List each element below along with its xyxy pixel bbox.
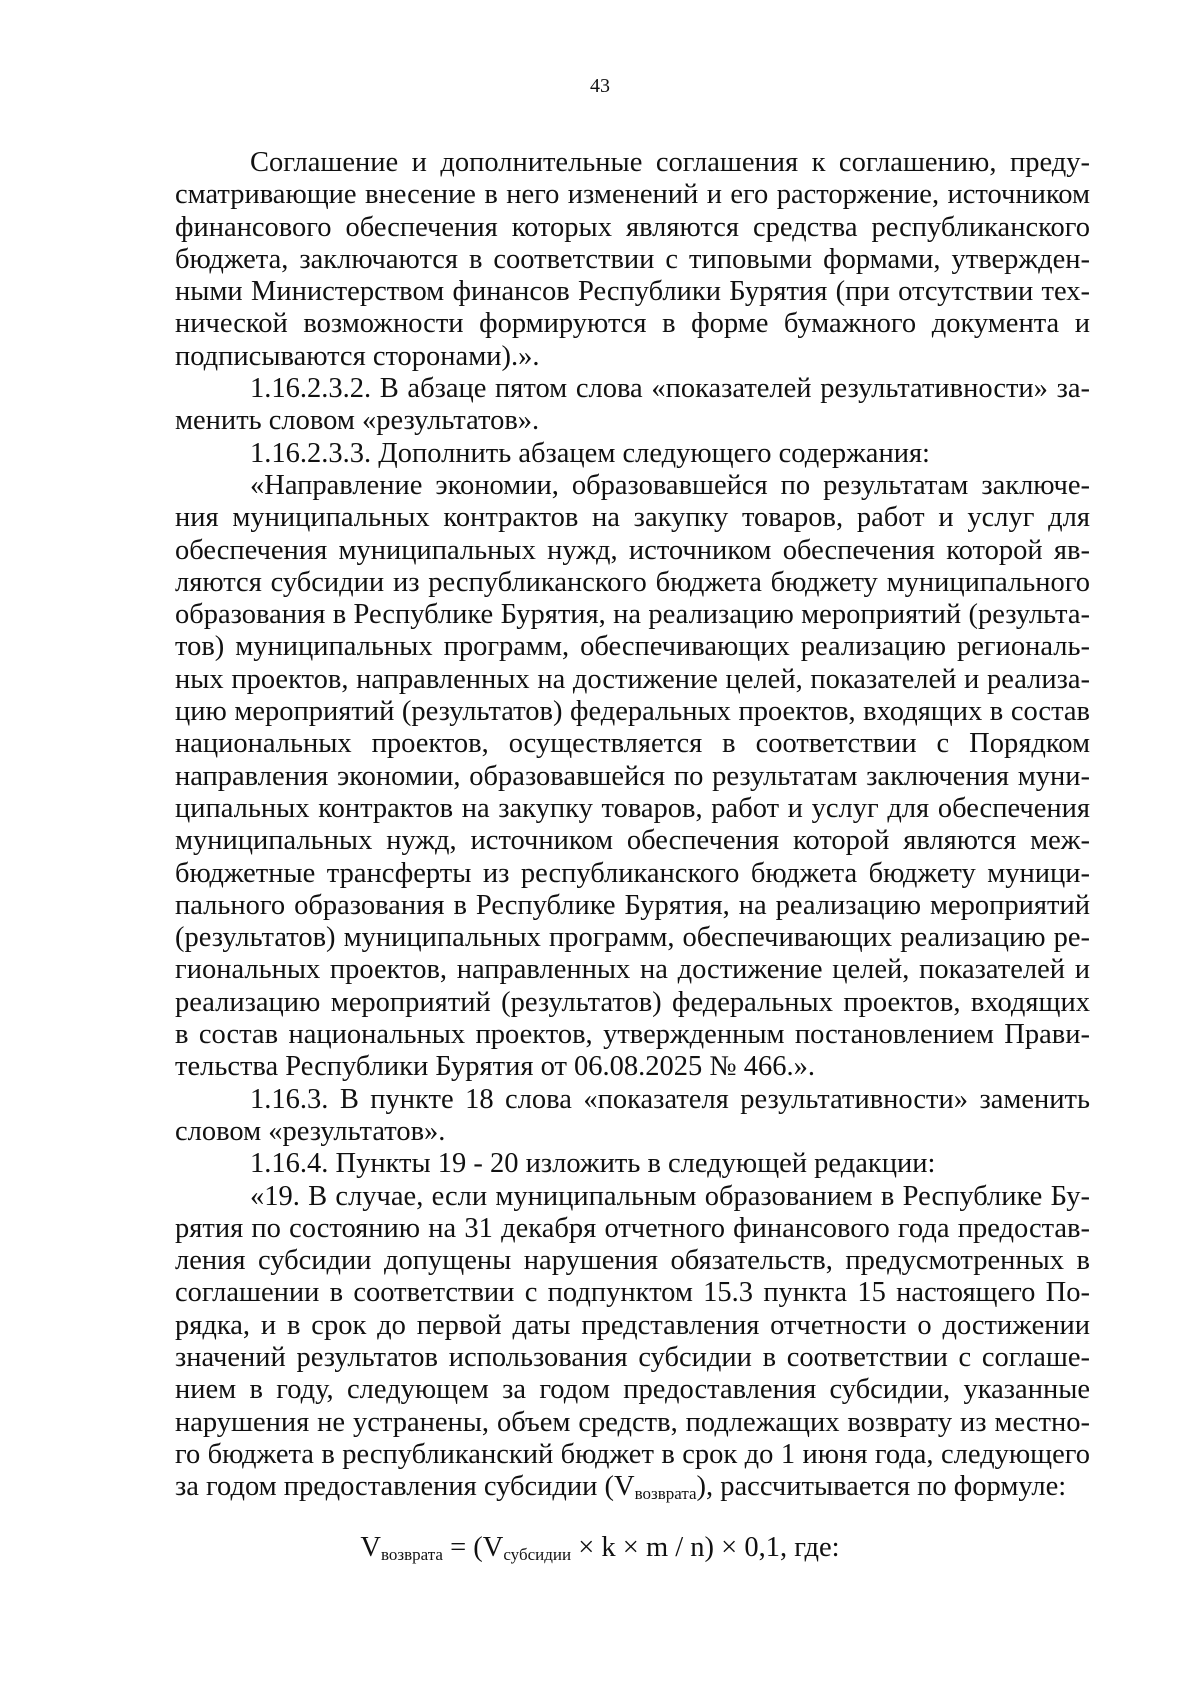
paragraph-1-16-2-3-3: 1.16.2.3.3. Дополнить абзацем следующего содержания: xyxy=(250,437,930,469)
paragraph-19-main: «19. В случае, если муниципальным образованием в Республике Бурятия по состоянию на 31 декабря отчетного финансового года предоставления субсидии допущены нарушения обязательств, предусмотренных в соглашении в соответствии с подпунктом 15.3 пункта 15 настоящего Порядка, и в срок до первой даты представления отчетности о достижении значений результатов использования субсидии в соответствии с соглашением в году, следующем за годом предоставления субсидии, указанные нарушения не устранены, объем средств, подлежащих возврату из местного бюджета в республиканский бюджет в срок до 1 июня года, следующего за годом предоставления субсидии (V xyxy=(175,1180,1090,1503)
formula-v: V xyxy=(360,1532,381,1563)
page-number: 43 xyxy=(590,75,610,97)
formula-equals-open: = (V xyxy=(442,1532,504,1563)
document-body xyxy=(175,147,1090,1503)
formula-subsidy-subscript: субсидии xyxy=(503,1545,572,1564)
formula-result-subscript: возврата xyxy=(380,1545,443,1564)
paragraph-1-16-3: 1.16.3. В пункте 18 слова «показателя результативности» заменить словом «результатов». xyxy=(175,1083,1090,1147)
paragraph-19-ending: ), рассчитывается по формуле: xyxy=(696,1471,1067,1503)
paragraph-19 xyxy=(175,1181,1090,1504)
paragraph-19-subscript: возврата xyxy=(634,1484,697,1504)
formula-rest: × k × m / n) × 0,1, где: xyxy=(571,1532,840,1563)
paragraph-1-16-4: 1.16.4. Пункты 19 - 20 изложить в следующей редакции: xyxy=(250,1148,936,1180)
paragraph-savings-direction: «Направление экономии, образовавшейся по результатам заключения муниципальных контрактов на закупку товаров, работ и услуг для обеспечения муниципальных нужд, источником обеспечения которой являются субсидии из республиканского бюджета бюджету муниципального образования в Республике Бурятия, на реализацию мероприятий (результатов) муниципальных программ, обеспечивающих реализацию региональных проектов, направленных на достижение целей, показателей и реализацию мероприятий (результатов) федеральных проектов, входящих в состав национальных проектов, осуществляется в соответствии с Порядком направления экономии, образовавшейся по результатам заключения муниципальных контрактов на закупку товаров, работ и услуг для обеспечения муниципальных нужд, источником обеспечения которой являются межбюджетные трансферты из республиканского бюджета бюджету муниципального образования в Республике Бурятия, на реализацию мероприятий (результатов) муниципальных программ, обеспечивающих реализацию региональных проектов, направленных на достижение целей, показателей и реализацию мероприятий (результатов) федеральных проектов, входящих в состав национальных проектов, утвержденным постановлением Правительства Республики Бурятия от 06.08.2025 № 466.». xyxy=(175,469,1090,1083)
paragraph-1-16-2-3-2: 1.16.2.3.2. В абзаце пятом слова «показателей результативности» заменить словом «результатов». xyxy=(175,373,1090,437)
return-formula xyxy=(0,1531,1200,1565)
paragraph-agreement: Соглашение и дополнительные соглашения к соглашению, предусматривающие внесение в него изменений и его расторжение, источником финансового обеспечения которых являются средства республиканского бюджета, заключаются в соответствии с типовыми формами, утвержденными Министерством финансов Республики Бурятия (при отсутствии технической возможности формируются в форме бумажного документа и подписываются сторонами).». xyxy=(175,147,1090,372)
